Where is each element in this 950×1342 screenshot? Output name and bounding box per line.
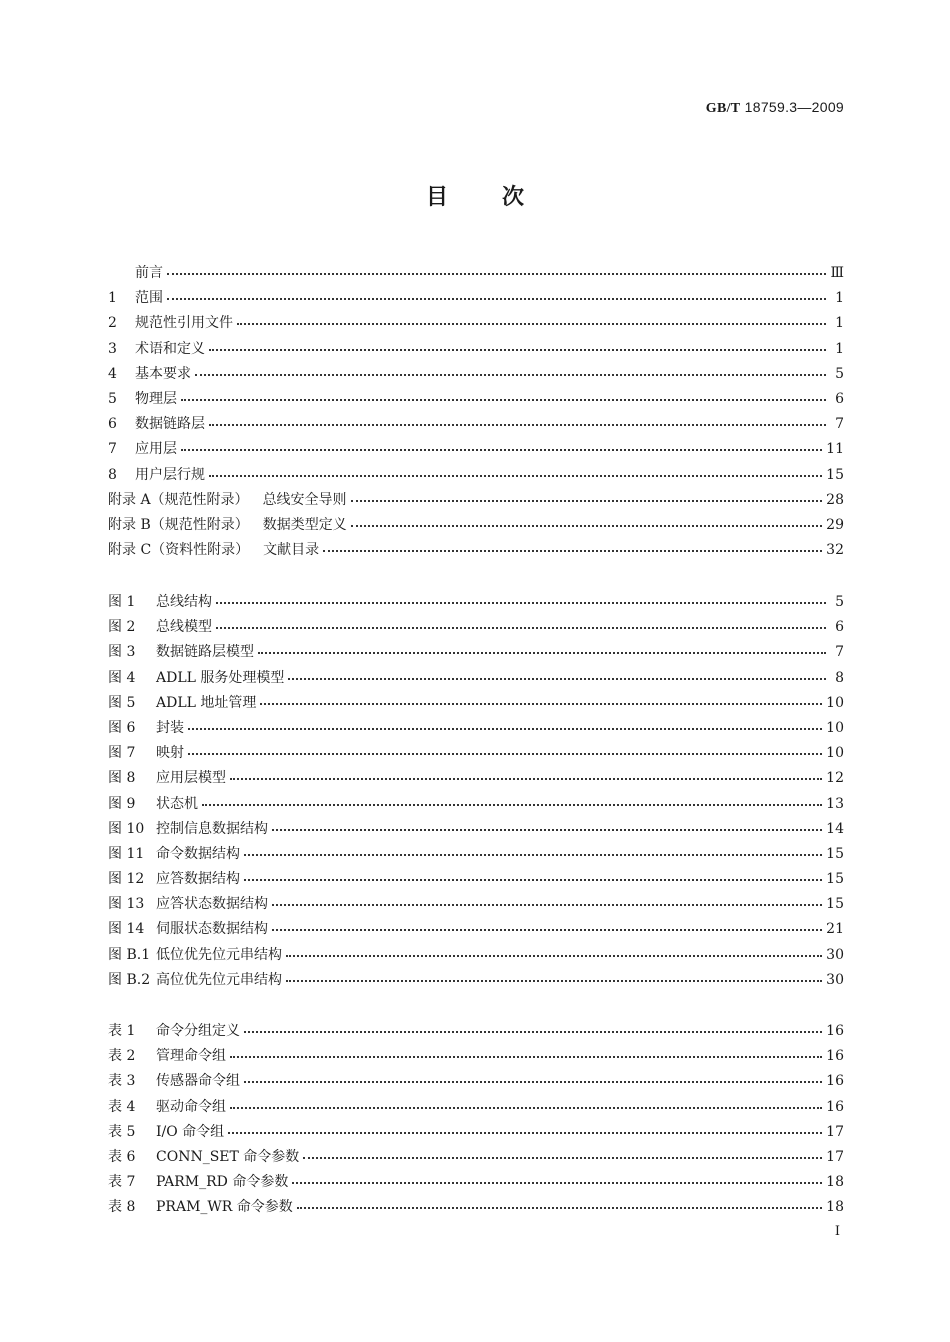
entry-label: ADLL 服务处理模型 bbox=[156, 669, 285, 686]
entry-page: 5 bbox=[835, 365, 844, 382]
dot-leader bbox=[272, 819, 822, 833]
dot-leader bbox=[323, 540, 822, 554]
entry-label: 状态机 bbox=[156, 795, 198, 812]
entry-page: 16 bbox=[826, 1023, 844, 1039]
entry-number: 表 2 bbox=[108, 1048, 136, 1065]
entry-page: 15 bbox=[826, 845, 844, 862]
entry-number: 表 4 bbox=[108, 1098, 136, 1115]
toc-entry[interactable] bbox=[108, 363, 844, 388]
entry-number: 3 bbox=[108, 340, 117, 357]
dot-leader bbox=[209, 465, 822, 479]
entry-page: 6 bbox=[835, 390, 844, 407]
entry-label: 应答状态数据结构 bbox=[156, 896, 268, 913]
entry-number: 图 14 bbox=[108, 921, 145, 938]
entry-label: 应用层模型 bbox=[156, 770, 226, 787]
entry-page: 7 bbox=[835, 644, 844, 661]
entry-label: 范围 bbox=[135, 290, 163, 307]
entry-label: PRAM_WR 命令参数 bbox=[156, 1199, 293, 1216]
dot-leader bbox=[216, 617, 826, 631]
figure-entry[interactable] bbox=[108, 868, 844, 893]
dot-leader bbox=[228, 1122, 822, 1136]
entry-page: 11 bbox=[826, 441, 844, 458]
standard-code bbox=[706, 99, 844, 117]
figure-entry[interactable] bbox=[108, 692, 844, 717]
dot-leader bbox=[286, 945, 822, 959]
entry-number: 图 5 bbox=[108, 694, 136, 711]
chapter-list bbox=[108, 262, 844, 564]
entry-page: 12 bbox=[826, 770, 844, 787]
toc-entry[interactable] bbox=[108, 287, 844, 312]
entry-number: 1 bbox=[108, 290, 117, 307]
dot-leader bbox=[188, 743, 822, 757]
toc-entry[interactable] bbox=[108, 539, 844, 564]
dot-leader bbox=[244, 1071, 822, 1085]
dot-leader bbox=[292, 1172, 822, 1186]
standard-number: 18759.3—2009 bbox=[744, 99, 844, 115]
entry-page: 8 bbox=[835, 669, 844, 686]
entry-number: 图 6 bbox=[108, 719, 136, 736]
figure-entry[interactable] bbox=[108, 793, 844, 818]
entry-page: 16 bbox=[826, 1048, 844, 1065]
entry-page: 29 bbox=[826, 516, 844, 533]
entry-page: 15 bbox=[826, 466, 844, 483]
entry-label: ADLL 地址管理 bbox=[156, 694, 257, 711]
entry-label: 控制信息数据结构 bbox=[156, 820, 268, 837]
entry-page: 16 bbox=[826, 1098, 844, 1115]
figure-list bbox=[108, 591, 844, 994]
toc-entry[interactable] bbox=[108, 438, 844, 463]
entry-label: 物理层 bbox=[135, 390, 177, 407]
entry-label: 低位优先位元串结构 bbox=[156, 946, 282, 963]
toc-entry[interactable] bbox=[108, 338, 844, 363]
entry-page: 17 bbox=[826, 1123, 844, 1140]
entry-number: 图 4 bbox=[108, 669, 136, 686]
dot-leader bbox=[202, 794, 822, 808]
dot-leader bbox=[351, 490, 823, 504]
figure-entry[interactable] bbox=[108, 893, 844, 918]
entry-number: 图 B.2 bbox=[108, 971, 151, 988]
entry-number: 2 bbox=[108, 315, 117, 332]
entry-number: 表 7 bbox=[108, 1174, 136, 1191]
entry-label: 封装 bbox=[156, 719, 184, 736]
table-entry[interactable] bbox=[108, 1146, 844, 1171]
entry-label: 命令分组定义 bbox=[156, 1023, 240, 1039]
dot-leader bbox=[195, 364, 826, 378]
figure-entry[interactable] bbox=[108, 591, 844, 616]
dot-leader bbox=[258, 642, 826, 656]
entry-number: 图 10 bbox=[108, 820, 145, 837]
entry-page: 13 bbox=[826, 795, 844, 812]
entry-number: 7 bbox=[108, 441, 117, 458]
entry-number: 表 3 bbox=[108, 1073, 136, 1090]
entry-label: 伺服状态数据结构 bbox=[156, 921, 268, 938]
entry-number: 表 5 bbox=[108, 1123, 136, 1140]
dot-leader bbox=[286, 970, 822, 984]
entry-number: 5 bbox=[108, 390, 117, 407]
figure-entry[interactable] bbox=[108, 641, 844, 666]
entry-page: 17 bbox=[826, 1148, 844, 1165]
entry-number: 图 11 bbox=[108, 845, 145, 862]
page-title: 目次 bbox=[425, 185, 578, 210]
entry-number: 表 6 bbox=[108, 1148, 136, 1165]
dot-leader bbox=[297, 1197, 822, 1211]
figure-entry[interactable] bbox=[108, 767, 844, 792]
table-list bbox=[108, 1020, 844, 1222]
entry-label: 前言 bbox=[135, 265, 163, 281]
table-entry[interactable] bbox=[108, 1070, 844, 1095]
toc-entry[interactable] bbox=[108, 489, 844, 514]
dot-leader bbox=[209, 414, 826, 428]
entry-number: 图 1 bbox=[108, 594, 136, 610]
figure-entry[interactable] bbox=[108, 742, 844, 767]
dot-leader bbox=[230, 1046, 822, 1060]
dot-leader bbox=[260, 693, 822, 707]
entry-label: 应答数据结构 bbox=[156, 871, 240, 888]
dot-leader bbox=[188, 718, 822, 732]
entry-page: 10 bbox=[826, 745, 844, 762]
table-entry[interactable] bbox=[108, 1121, 844, 1146]
entry-number: 附录 A（规范性附录） bbox=[108, 491, 249, 508]
entry-page: 16 bbox=[826, 1073, 844, 1090]
entry-number: 图 2 bbox=[108, 619, 136, 636]
table-entry[interactable] bbox=[108, 1171, 844, 1196]
table-entry[interactable] bbox=[108, 1096, 844, 1121]
dot-leader bbox=[288, 668, 826, 682]
entry-page: Ⅲ bbox=[830, 265, 844, 281]
entry-page: 6 bbox=[835, 619, 844, 636]
standard-prefix: GB/T bbox=[705, 101, 741, 116]
entry-label: 应用层 bbox=[135, 441, 177, 458]
entry-label: 用户层行规 bbox=[135, 466, 205, 483]
entry-label: 文献目录 bbox=[263, 542, 320, 559]
entry-number: 图 B.1 bbox=[108, 946, 151, 963]
toc-entry[interactable] bbox=[108, 514, 844, 539]
dot-leader bbox=[167, 288, 826, 302]
entry-number: 附录 C（资料性附录） bbox=[108, 542, 250, 559]
entry-label: 传感器命令组 bbox=[156, 1073, 240, 1090]
entry-page: 30 bbox=[826, 971, 844, 988]
entry-page: 7 bbox=[835, 416, 844, 433]
figure-entry[interactable] bbox=[108, 717, 844, 742]
entry-page: 21 bbox=[826, 921, 844, 938]
table-entry[interactable] bbox=[108, 1045, 844, 1070]
entry-page: 10 bbox=[826, 719, 844, 736]
dot-leader bbox=[244, 844, 822, 858]
toc-entry[interactable] bbox=[108, 262, 844, 287]
entry-label: 驱动命令组 bbox=[156, 1098, 226, 1115]
page-number: Ⅰ bbox=[834, 1224, 840, 1239]
entry-number: 图 3 bbox=[108, 644, 136, 661]
entry-page: 5 bbox=[835, 594, 844, 610]
toc-entry[interactable] bbox=[108, 312, 844, 337]
entry-page: 10 bbox=[826, 694, 844, 711]
entry-label: CONN_SET 命令参数 bbox=[156, 1148, 300, 1165]
entry-page: 1 bbox=[835, 340, 844, 357]
dot-leader bbox=[237, 313, 826, 327]
toc-entry[interactable] bbox=[108, 388, 844, 413]
figure-entry[interactable] bbox=[108, 616, 844, 641]
dot-leader bbox=[272, 919, 822, 933]
entry-label: 基本要求 bbox=[135, 365, 191, 382]
dot-leader bbox=[209, 339, 826, 353]
entry-label: 数据类型定义 bbox=[262, 516, 347, 533]
table-entry[interactable] bbox=[108, 1020, 844, 1045]
table-entry[interactable] bbox=[108, 1196, 844, 1221]
entry-page: 15 bbox=[826, 896, 844, 913]
toc-entry[interactable] bbox=[108, 413, 844, 438]
figure-entry[interactable] bbox=[108, 969, 844, 994]
entry-number: 8 bbox=[108, 466, 117, 483]
dot-leader bbox=[230, 768, 822, 782]
entry-page: 18 bbox=[826, 1174, 844, 1191]
entry-number: 4 bbox=[108, 365, 117, 382]
entry-number: 图 7 bbox=[108, 745, 136, 762]
entry-label: 术语和定义 bbox=[135, 340, 205, 357]
entry-number: 附录 B（规范性附录） bbox=[108, 516, 249, 533]
dot-leader bbox=[181, 439, 822, 453]
figure-entry[interactable] bbox=[108, 918, 844, 943]
dot-leader bbox=[351, 515, 822, 529]
entry-number: 表 8 bbox=[108, 1199, 136, 1216]
entry-number: 图 8 bbox=[108, 770, 136, 787]
entry-label: 数据链路层模型 bbox=[156, 644, 254, 661]
entry-label: 总线模型 bbox=[156, 619, 212, 636]
entry-label: 总线安全导则 bbox=[262, 491, 347, 508]
entry-page: 18 bbox=[826, 1199, 844, 1216]
figure-entry[interactable] bbox=[108, 818, 844, 843]
dot-leader bbox=[272, 894, 822, 908]
figure-entry[interactable] bbox=[108, 667, 844, 692]
entry-number: 图 12 bbox=[108, 871, 145, 888]
entry-number: 图 9 bbox=[108, 795, 136, 812]
dot-leader bbox=[181, 389, 826, 403]
entry-page: 1 bbox=[835, 315, 844, 332]
entry-number: 图 13 bbox=[108, 896, 145, 913]
dot-leader bbox=[167, 263, 826, 277]
dot-leader bbox=[303, 1147, 822, 1161]
toc-entry[interactable] bbox=[108, 464, 844, 489]
entry-label: 总线结构 bbox=[156, 594, 212, 610]
dot-leader bbox=[244, 869, 822, 883]
dot-leader bbox=[216, 592, 826, 606]
entry-number: 6 bbox=[108, 416, 117, 433]
entry-page: 15 bbox=[826, 871, 844, 888]
entry-label: I/O 命令组 bbox=[156, 1123, 225, 1140]
entry-label: 高位优先位元串结构 bbox=[156, 971, 282, 988]
entry-page: 32 bbox=[826, 542, 844, 559]
entry-label: 命令数据结构 bbox=[156, 845, 240, 862]
entry-page: 14 bbox=[826, 820, 844, 837]
dot-leader bbox=[230, 1097, 822, 1111]
figure-entry[interactable] bbox=[108, 944, 844, 969]
entry-page: 30 bbox=[826, 946, 844, 963]
entry-number: 表 1 bbox=[108, 1023, 136, 1039]
entry-label: 数据链路层 bbox=[135, 416, 205, 433]
entry-page: 28 bbox=[826, 491, 844, 508]
dot-leader bbox=[244, 1021, 822, 1035]
entry-page: 1 bbox=[835, 290, 844, 307]
entry-label: 管理命令组 bbox=[156, 1048, 226, 1065]
entry-label: 规范性引用文件 bbox=[135, 315, 233, 332]
entry-label: 映射 bbox=[156, 745, 184, 762]
figure-entry[interactable] bbox=[108, 843, 844, 868]
entry-label: PARM_RD 命令参数 bbox=[156, 1174, 289, 1191]
